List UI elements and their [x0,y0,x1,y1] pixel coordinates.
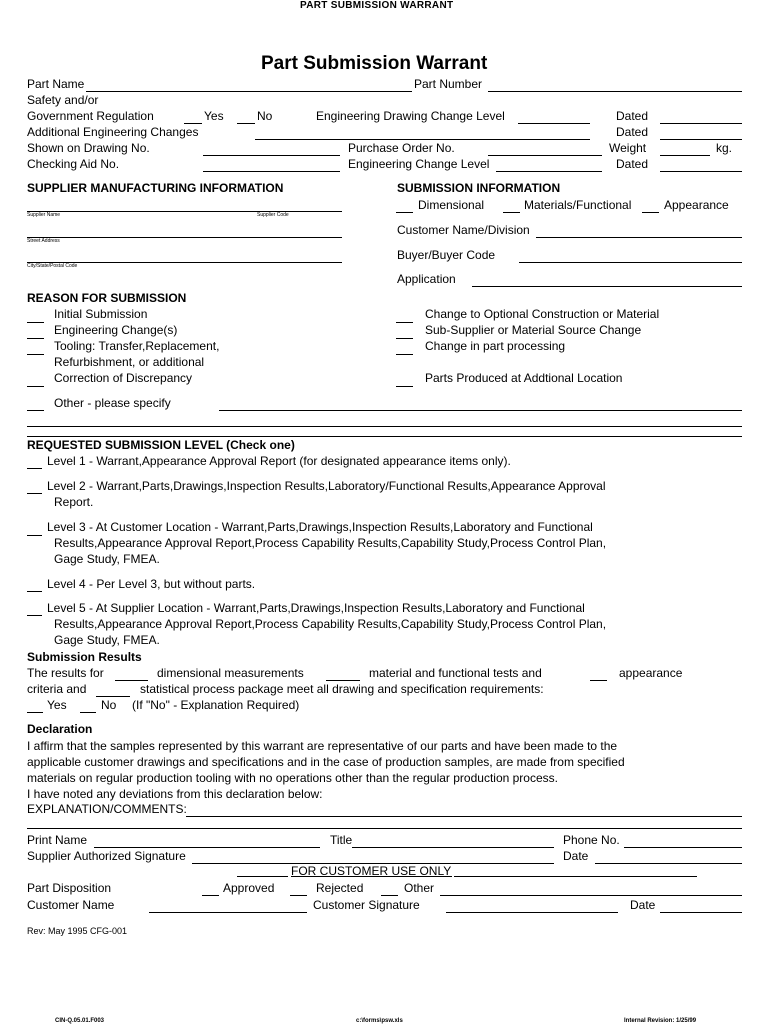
level-5-checkbox[interactable] [27,615,42,616]
street-address-label: Street Address [27,238,60,244]
level-2-checkbox[interactable] [27,493,42,494]
dimensional-result-field[interactable] [115,680,148,681]
weight-field[interactable] [660,155,710,156]
eng-drawing-change-label: Engineering Drawing Change Level [316,109,505,123]
results-no-checkbox[interactable] [80,712,96,713]
results-text-1: The results for [27,666,104,680]
reason-divider-1 [27,426,742,427]
safety-yes-checkbox[interactable] [184,123,202,124]
level-2-label-2: Report. [54,495,94,509]
results-yes-label: Yes [47,698,67,712]
declaration-text-1: I affirm that the samples represented by this warrant are representative of our parts and have been made to the [27,739,618,753]
signature-label: Supplier Authorized Signature [27,849,186,863]
supplier-heading: SUPPLIER MANUFACTURING INFORMATION [27,181,284,195]
title-field[interactable] [352,847,554,848]
purchase-order-field[interactable] [488,155,602,156]
customer-date-field[interactable] [660,912,742,913]
additional-eng-field[interactable] [255,139,590,140]
buyer-label: Buyer/Buyer Code [397,248,496,262]
results-no-explain: (If "No" - Explanation Required) [132,698,300,712]
top-header: PART SUBMISSION WARRANT [300,0,454,11]
materials-checkbox[interactable] [503,212,520,213]
customer-division-label: Customer Name/Division [397,223,530,237]
customer-heading-underline [291,876,452,877]
correction-checkbox[interactable] [27,386,44,387]
level-5-label-3: Gage Study, FMEA. [54,633,160,647]
signoff-date-field[interactable] [595,863,742,864]
part-name-field[interactable] [86,91,412,92]
safety-yes-label: Yes [204,109,224,123]
dated-label-3: Dated [616,157,649,171]
internal-revision: Internal Revision: 1/25/99 [624,1018,697,1024]
level-1-checkbox[interactable] [27,468,42,469]
checking-aid-label: Checking Aid No. [27,157,120,171]
supplier-name-label: Supplier Name [27,212,61,218]
appearance-result-field[interactable] [590,680,607,681]
materials-label: Materials/Functional [524,198,632,212]
file-path: c:\forms\psw.xls [356,1018,403,1024]
print-name-label: Print Name [27,833,88,847]
optional-label: Change to Optional Construction or Material [425,307,660,321]
title-label: Title [330,833,353,847]
material-result-field[interactable] [326,680,360,681]
safety-label-1: Safety and/or [27,93,99,107]
explanation-divider [27,828,742,829]
initial-checkbox[interactable] [27,322,44,323]
tooling-label-2: Refurbishment, or additional [54,355,205,369]
results-text-5: criteria and [27,682,87,696]
tooling-checkbox[interactable] [27,354,44,355]
kg-label: kg. [716,141,733,155]
results-yes-checkbox[interactable] [27,712,43,713]
rejected-label: Rejected [316,881,364,895]
customer-date-label: Date [630,898,656,912]
shown-on-drawing-field[interactable] [203,155,340,156]
safety-label-2: Government Regulation [27,109,154,123]
customer-heading-rule-left [237,876,288,877]
part-number-field[interactable] [488,91,742,92]
rejected-checkbox[interactable] [290,895,307,896]
checking-aid-field[interactable] [203,171,340,172]
declaration-heading: Declaration [27,722,93,736]
level-1-label: Level 1 - Warrant,Appearance Approval Report (for designated appearance items only). [47,454,511,468]
approved-label: Approved [223,881,275,895]
eng-change-level-field[interactable] [496,171,602,172]
additional-location-checkbox[interactable] [396,386,413,387]
declaration-text-2: applicable customer drawings and specifications and in the case of production samples, are made from specified [27,755,625,769]
customer-division-field[interactable] [536,237,742,238]
other-label: Other - please specify [54,396,171,410]
disposition-label: Part Disposition [27,881,112,895]
application-field[interactable] [472,286,742,287]
results-text-3: material and functional tests and [369,666,542,680]
application-label: Application [397,272,456,286]
eng-change-label: Engineering Change(s) [54,323,178,337]
results-text-2: dimensional measurements [157,666,304,680]
phone-label: Phone No. [563,833,620,847]
customer-heading-rule-right [454,876,697,877]
explanation-label: EXPLANATION/COMMENTS: [27,802,187,816]
purchase-order-label: Purchase Order No. [348,141,455,155]
level-2-label-1: Level 2 - Warrant,Parts,Drawings,Inspection Results,Laboratory/Functional Results,Appearance Approval [47,479,606,493]
level-3-checkbox[interactable] [27,535,42,536]
approved-checkbox[interactable] [202,895,219,896]
level-3-label-1: Level 3 - At Customer Location - Warrant,Parts,Drawings,Inspection Results,Laboratory and Functional [47,520,593,534]
customer-signature-label: Customer Signature [313,898,420,912]
customer-signature-field[interactable] [446,912,618,913]
declaration-text-3: materials on regular production tooling with no operations other than the regular production process. [27,771,558,785]
tooling-label-1: Tooling: Transfer,Replacement, [54,339,220,353]
sub-supplier-checkbox[interactable] [396,338,413,339]
reason-divider-2 [27,436,742,437]
revision-label: Rev: May 1995 CFG-001 [27,926,128,936]
buyer-field[interactable] [519,262,742,263]
dated-field-2[interactable] [660,139,742,140]
additional-location-label: Parts Produced at Addtional Location [425,371,623,385]
appearance-checkbox[interactable] [642,212,659,213]
city-label: City/State/Postal Code [27,263,78,269]
page-title: Part Submission Warrant [261,53,488,74]
weight-label: Weight [609,141,647,155]
processing-checkbox[interactable] [396,354,413,355]
statistical-result-field[interactable] [96,696,130,697]
supplier-code-label: Supplier Code [257,212,289,218]
explanation-field[interactable] [186,816,742,817]
level-3-label-3: Gage Study, FMEA. [54,552,160,566]
dated-label-1: Dated [616,109,649,123]
declaration-text-4: I have noted any deviations from this declaration below: [27,787,323,801]
results-text-4: appearance [619,666,683,680]
level-5-label-1: Level 5 - At Supplier Location - Warrant,Parts,Drawings,Inspection Results,Laboratory and Functional [47,601,585,615]
level-3-label-2: Results,Appearance Approval Report,Process Capability Results,Capability Study,Process Control Plan, [54,536,607,550]
dated-label-2: Dated [616,125,649,139]
reason-heading: REASON FOR SUBMISSION [27,291,187,305]
customer-name-label: Customer Name [27,898,115,912]
optional-checkbox[interactable] [396,322,413,323]
additional-eng-label: Additional Engineering Changes [27,125,199,139]
sub-supplier-label: Sub-Supplier or Material Source Change [425,323,642,337]
results-text-6: statistical process package meet all drawing and specification requirements: [140,682,544,696]
results-no-label: No [101,698,117,712]
dated-field-3[interactable] [660,171,742,172]
dimensional-checkbox[interactable] [396,212,413,213]
eng-drawing-change-field[interactable] [518,123,590,124]
customer-name-field[interactable] [149,912,307,913]
other-disposition-field[interactable] [440,895,742,896]
eng-change-checkbox[interactable] [27,338,44,339]
phone-field[interactable] [624,847,742,848]
eng-change-level-label: Engineering Change Level [348,157,490,171]
other-disposition-label: Other [404,881,435,895]
dimensional-label: Dimensional [418,198,485,212]
correction-label: Correction of Discrepancy [54,371,193,385]
level-4-label: Level 4 - Per Level 3, but without parts. [47,577,256,591]
other-disposition-checkbox[interactable] [381,895,398,896]
part-name-label: Part Name [27,77,85,91]
dated-field-1[interactable] [660,123,742,124]
initial-label: Initial Submission [54,307,148,321]
level-4-checkbox[interactable] [27,591,42,592]
part-number-label: Part Number [414,77,483,91]
level-heading: REQUESTED SUBMISSION LEVEL (Check one) [27,438,295,452]
other-checkbox[interactable] [27,410,44,411]
submission-info-heading: SUBMISSION INFORMATION [397,181,561,195]
customer-heading: FOR CUSTOMER USE ONLY [291,864,452,878]
supplier-name-field[interactable] [27,211,342,212]
street-address-field[interactable] [27,237,342,238]
level-5-label-2: Results,Appearance Approval Report,Process Capability Results,Capability Study,Process Control Plan, [54,617,607,631]
safety-no-checkbox[interactable] [237,123,255,124]
appearance-label: Appearance [664,198,729,212]
results-heading: Submission Results [27,650,142,664]
safety-no-label: No [257,109,273,123]
shown-on-drawing-label: Shown on Drawing No. [27,141,150,155]
processing-label: Change in part processing [425,339,566,353]
other-field[interactable] [219,410,742,411]
form-code: CIN-Q.05.01.F003 [55,1018,105,1024]
print-name-field[interactable] [94,847,320,848]
signoff-date-label: Date [563,849,589,863]
